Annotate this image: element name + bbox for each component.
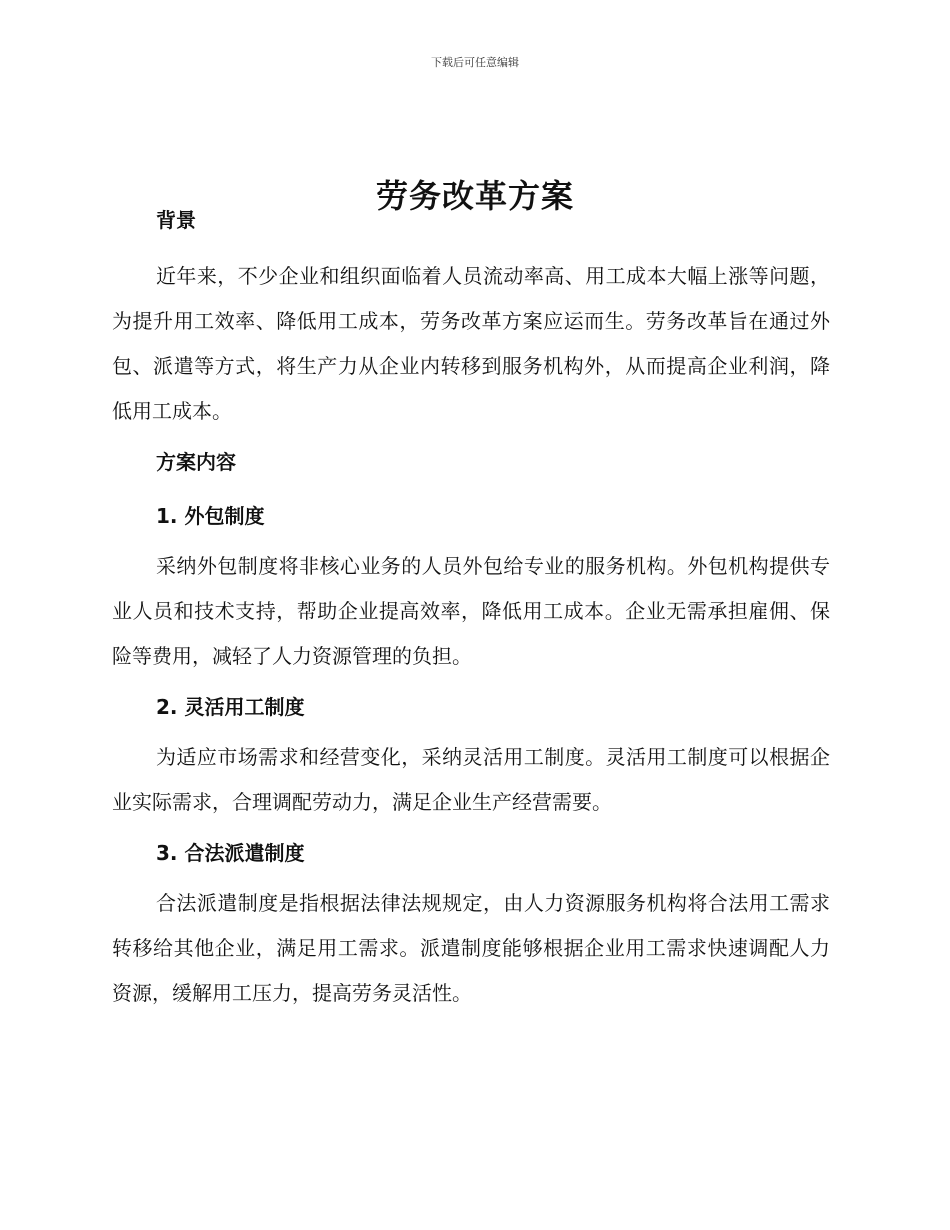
page-header-note: 下载后可任意编辑 (431, 56, 519, 69)
section-heading-plan-content: 方案内容 (156, 450, 236, 474)
document-body (112, 200, 830, 1016)
section-heading-outsourcing: 1. 外包制度 (156, 504, 265, 528)
section-heading-flexible-employment: 2. 灵活用工制度 (156, 695, 305, 719)
section-heading-background: 背景 (156, 208, 196, 232)
section-paragraph-outsourcing: 采纳外包制度将非核心业务的人员外包给专业的服务机构。外包机构提供专业人员和技术支持，帮助企业提高效率，降低用工成本。企业无需承担雇佣、保险等费用，减轻了人力资源管理的负担。 (112, 554, 830, 668)
document-title: 劳务改革方案 (375, 177, 574, 216)
section-paragraph-legal-dispatch: 合法派遣制度是指根据法律法规规定，由人力资源服务机构将合法用工需求转移给其他企业，满足用工需求。派遣制度能够根据企业用工需求快速调配人力资源，缓解用工压力，提高劳务灵活性。 (112, 891, 830, 1005)
section-paragraph-background: 近年来，不少企业和组织面临着人员流动率高、用工成本大幅上涨等问题，为提升用工效率、降低用工成本，劳务改革方案应运而生。劳务改革旨在通过外包、派遣等方式，将生产力从企业内转移到服务机构外，从而提高企业利润，降低用工成本。 (112, 264, 830, 423)
section-paragraph-flexible-employment: 为适应市场需求和经营变化，采纳灵活用工制度。灵活用工制度可以根据企业实际需求，合理调配劳动力，满足企业生产经营需要。 (112, 745, 830, 814)
section-heading-legal-dispatch: 3. 合法派遣制度 (156, 841, 305, 865)
